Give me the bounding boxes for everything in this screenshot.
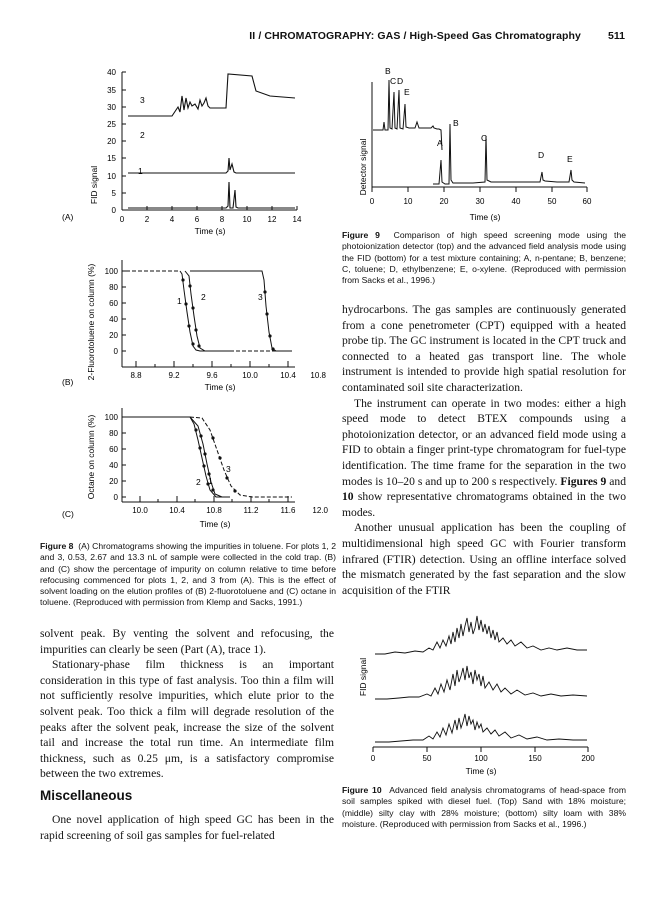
fig8b-ytick: 20 xyxy=(109,331,118,340)
fig8c-ytick: 0 xyxy=(113,493,118,502)
fig8c-xtick: 10.0 xyxy=(132,506,148,515)
fig8b-points xyxy=(181,278,274,350)
fig8c-xtick: 11.6 xyxy=(280,506,296,515)
fig8b-ytick: 60 xyxy=(109,299,118,308)
fig9-xtick: 60 xyxy=(582,197,592,206)
fig8a-xtick: 8 xyxy=(219,215,225,224)
fig8c-xlabel: Time (s) xyxy=(199,519,231,529)
fig10-xtick: 200 xyxy=(581,754,595,763)
fig8b-xtick: 9.2 xyxy=(168,371,180,380)
fig8a-trace-1 xyxy=(128,182,295,208)
fig8a-ytick: 40 xyxy=(107,68,116,77)
fig9-peak-label: D xyxy=(397,76,404,86)
figure-10-ref: 10 xyxy=(342,490,354,504)
fig10-xtick-labels xyxy=(371,754,595,763)
right-para-2 xyxy=(342,396,626,521)
running-header xyxy=(40,30,625,44)
fig9-xlabel: Time (s) xyxy=(469,212,501,222)
fig8a-trace-label: 2 xyxy=(140,130,145,140)
fig9-peak-label: A xyxy=(437,138,443,148)
fig10-ylabel: FID signal xyxy=(358,657,368,697)
fig8a-ytick: 5 xyxy=(111,189,116,198)
fig10-xtick: 50 xyxy=(422,754,432,763)
fig8a-xtick: 6 xyxy=(194,215,200,224)
fig10-trace-middle xyxy=(375,666,587,699)
fig8b-curve-label: 2 xyxy=(201,292,206,302)
fig8c-curve-label: 1 xyxy=(208,476,213,486)
fig9-xtick: 40 xyxy=(511,197,521,206)
fig10-caption-label: Figure 10 xyxy=(342,785,382,795)
fig9-peak-label: B xyxy=(385,66,391,76)
fig10-xtick: 150 xyxy=(528,754,542,763)
fig9-xtick: 0 xyxy=(369,197,375,206)
figure-9 xyxy=(345,62,630,224)
fig8a-xtick: 4 xyxy=(169,215,175,224)
fig9-caption-text: Comparison of high speed screening mode using the photoionization detector (top) and the advanced field analysis mode using the FID (bottom) for a test mixture containing; A, n-pentane; B, benzene; C, toluene; D, ethylbenzene; E, o-xylene. (Reproduced with permission from Sacks et al., 1996.) xyxy=(342,230,627,286)
left-para-2: Stationary-phase film thickness is an important consideration in this type of fast analysis. Too thin a film will not sufficiently resolve impurities, which elute prior to the solvent peak. Too thick a film will degrade resolution of the peaks after the solvent peak, increase the size of the solvent tail and increase the total run time. An intermediate film thickness, such as 0.25 μm, is a satisfactory compromise between the two extremes. xyxy=(40,658,334,781)
fig8a-xlabel: Time (s) xyxy=(194,226,226,236)
fig8b-curve-3 xyxy=(190,271,292,351)
fig8a-ytick: 15 xyxy=(107,154,116,163)
fig8b-xlabel: Time (s) xyxy=(204,382,236,392)
fig9-xtick: 20 xyxy=(439,197,449,206)
fig8b-curve-1b xyxy=(180,271,230,351)
page-number: 511 xyxy=(608,30,625,42)
left-column-text xyxy=(40,626,334,782)
fig9-peak-label: C xyxy=(481,133,488,143)
fig8a-ytick: 0 xyxy=(111,206,116,215)
fig8a-tick-marks xyxy=(122,72,297,210)
figure-9-ref: Figures 9 xyxy=(560,474,607,488)
fig8a-xtick: 10 xyxy=(242,215,252,224)
right-para-2b: show representative chromatograms obtained in the two modes. xyxy=(342,490,626,519)
fig8c-ytick-labels xyxy=(105,413,119,502)
fig8b-xtick-labels xyxy=(130,371,326,380)
fig8a-trace-label: 3 xyxy=(140,95,145,105)
fig8a-trace-label: 1 xyxy=(138,166,143,176)
fig8-panel-a xyxy=(62,68,302,236)
fig8a-xtick: 0 xyxy=(119,215,125,224)
fig8c-xtick: 12.0 xyxy=(312,506,328,515)
fig8c-ytick: 100 xyxy=(104,413,118,422)
fig9-peak-label: C xyxy=(390,76,397,86)
fig8a-xtick: 14 xyxy=(292,215,302,224)
fig9-ylabel: Detector signal xyxy=(358,138,368,196)
fig8c-xtick: 11.2 xyxy=(243,506,259,515)
fig8c-xtick-labels xyxy=(132,506,328,515)
right-column-text xyxy=(342,302,626,598)
fig8-panel-c xyxy=(62,408,329,529)
fig10-tick-marks xyxy=(373,747,588,752)
fig10-xlabel: Time (s) xyxy=(465,766,497,776)
fig8b-xtick: 10.4 xyxy=(280,371,296,380)
fig8c-ytick: 80 xyxy=(109,429,118,438)
fig8c-curve-label: 3 xyxy=(226,464,231,474)
right-para-3: Another unusual application has been the coupling of multidimensional high speed GC with Fourier transform infrared (FTIR) detection. Using an offline interface solved the mismatch generated by the fast separation and the slow acquisition of the FTIR xyxy=(342,521,626,597)
fig8b-ytick: 0 xyxy=(113,347,118,356)
fig8a-xtick-labels xyxy=(120,215,302,224)
fig8c-xtick: 10.4 xyxy=(169,506,185,515)
fig8c-ytick: 40 xyxy=(109,461,118,470)
fig8a-trace-3 xyxy=(128,74,295,116)
fig8b-curve-label: 1 xyxy=(177,296,182,306)
figure-10-caption xyxy=(342,785,626,830)
fig8c-curve-1 xyxy=(126,417,230,497)
fig8c-ylabel: Octane on column (%) xyxy=(86,414,96,500)
fig8b-ylabel: 2-Fluorotoluene on column (%) xyxy=(86,263,96,381)
fig8c-ytick: 20 xyxy=(109,477,118,486)
fig9-xtick-labels xyxy=(370,197,592,206)
fig9-caption-label: Figure 9 xyxy=(342,230,380,240)
left-para-3: One novel application of high speed GC has been in the rapid screening of soil gas samples for fuel-related xyxy=(40,813,334,842)
figure-8-caption xyxy=(40,541,336,609)
fig8c-tick-marks xyxy=(122,417,288,502)
fig8c-xtick: 10.8 xyxy=(206,506,222,515)
fig9-peak-label: E xyxy=(567,154,573,164)
fig8a-ytick: 35 xyxy=(107,86,116,95)
fig8b-ytick: 40 xyxy=(109,315,118,324)
fig9-peak-label: D xyxy=(538,150,545,160)
fig10-trace-bottom xyxy=(375,714,587,742)
fig10-xtick: 0 xyxy=(370,754,376,763)
fig8b-ytick: 100 xyxy=(104,267,118,276)
fig8b-xtick: 9.6 xyxy=(206,371,218,380)
fig8a-ylabel: FID signal xyxy=(89,165,99,205)
fig8a-ytick: 10 xyxy=(107,172,116,181)
fig8-caption-label: Figure 8 xyxy=(40,541,74,551)
fig9-peak-label: E xyxy=(404,87,410,97)
fig8a-xtick: 2 xyxy=(144,215,150,224)
fig10-caption-text: Advanced field analysis chromatograms of head-space from soil samples spiked with diesel fuel. (Top) Sand with 18% moisture; (middle) silty clay with 28% moisture; (bottom) silty loam with 38% moisture. (Reproduced with permission from Sacks et al., 1996.) xyxy=(342,785,626,829)
fig8a-panel-label: (A) xyxy=(62,212,74,222)
fig10-xtick: 100 xyxy=(474,754,488,763)
fig8c-curve-label: 2 xyxy=(196,477,201,487)
fig8c-panel-label: (C) xyxy=(62,509,74,519)
fig8b-tick-marks xyxy=(122,271,288,367)
fig9-xtick: 30 xyxy=(475,197,485,206)
fig8a-ytick: 25 xyxy=(107,120,116,129)
figure-9-caption xyxy=(342,230,626,286)
fig8b-ytick-labels xyxy=(105,267,119,356)
running-title: II / CHROMATOGRAPHY: GAS / High-Speed Gas Chromatography xyxy=(249,30,581,42)
left-column-text-2 xyxy=(40,812,334,843)
fig8b-xtick: 10.0 xyxy=(242,371,258,380)
fig8a-ytick: 20 xyxy=(107,137,116,146)
left-para-1: solvent peak. By venting the solvent and refocusing, the impurities can clearly be seen (Part (A), trace 1). xyxy=(40,627,334,656)
fig9-tick-marks xyxy=(372,187,587,192)
fig9-bottom-trace xyxy=(433,124,585,184)
right-para-2-and: and xyxy=(606,474,626,488)
fig8-caption-text: (A) Chromatograms showing the impurities in toluene. For plots 1, 2 and 3, 0.53, 2.67 and 13.3 nL of sample were collected in the cold trap. (B) and (C) show the percentage of impurity on column relative to time before refocusing commenced for plots 1, 2, and 3 from (A). This is the effect of solvent loading on the elution profiles of (B) 2-fluorotoluene and (C) octane in toluene. (Reproduced with permission from Klemp and Sacks, 1991.) xyxy=(40,541,336,608)
right-para-2a: The instrument can operate in two modes: either a high speed mode to detect BTEX compounds using a photoionization detector, or an advanced field mode using a FID to obtain a finger print-type chromatogram for fuel-type identification. The time frame for the separation in the two modes is 10–20 s and up to 200 s respectively. xyxy=(342,396,626,488)
section-heading-miscellaneous: Miscellaneous xyxy=(40,788,133,803)
fig8a-trace-2 xyxy=(128,158,295,173)
fig8c-ytick: 60 xyxy=(109,445,118,454)
fig10-trace-top xyxy=(375,616,587,654)
fig8b-xtick: 8.8 xyxy=(130,371,142,380)
fig9-xtick: 10 xyxy=(403,197,413,206)
fig8b-ytick: 80 xyxy=(109,283,118,292)
figure-10 xyxy=(345,602,630,782)
fig8b-xtick: 10.8 xyxy=(310,371,326,380)
fig9-xtick: 50 xyxy=(547,197,557,206)
fig8a-xtick: 12 xyxy=(267,215,277,224)
fig8b-curve-label: 3 xyxy=(258,292,263,302)
fig8a-ytick: 30 xyxy=(107,103,116,112)
right-para-1: hydrocarbons. The gas samples are continuously generated from a cone penetrometer (CPT) equipped with a heated probe tip. The GC instrument is located in the CPT truck and connected to a heated gas transport line. The whole instrument is intended to provide high spatial resolution for contaminated soil site characterization. xyxy=(342,303,626,394)
fig8a-ytick-labels xyxy=(107,68,116,215)
fig8-panel-b xyxy=(62,260,327,392)
fig8b-curve-2 xyxy=(185,271,205,351)
fig9-peak-label: B xyxy=(453,118,459,128)
figure-8 xyxy=(40,60,340,540)
fig8b-panel-label: (B) xyxy=(62,377,74,387)
